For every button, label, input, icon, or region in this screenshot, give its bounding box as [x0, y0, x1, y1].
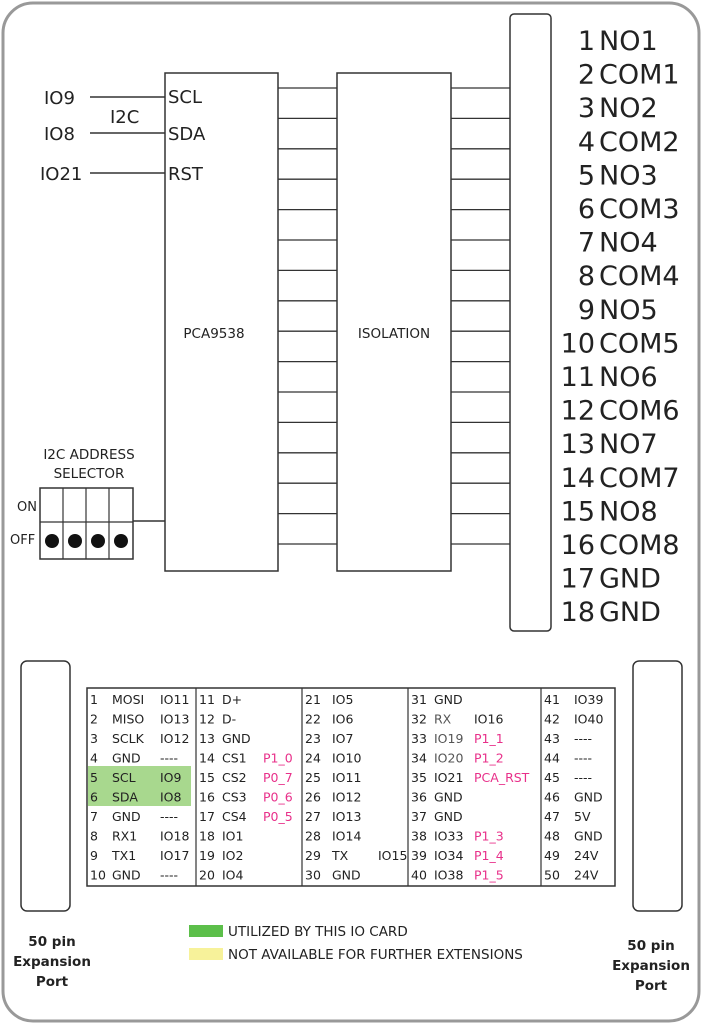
- pin-alt: P1_5: [474, 867, 504, 883]
- terminal-name: NO8: [599, 496, 658, 528]
- pin-number: 26: [305, 789, 321, 805]
- pin-name: IO14: [332, 828, 362, 844]
- pin-alt: IO15: [378, 848, 408, 863]
- terminal-number: 10: [560, 328, 595, 360]
- terminal-number: 8: [577, 261, 595, 293]
- io9-label: IO9: [44, 88, 75, 109]
- io8-label: IO8: [44, 124, 75, 145]
- utilized-legend-label: UTILIZED BY THIS IO CARD: [228, 924, 408, 940]
- pin-number: 11: [199, 692, 215, 707]
- pin-alt: P1_3: [474, 828, 504, 844]
- pin-number: 27: [305, 809, 321, 824]
- pin-alt: ----: [160, 809, 179, 824]
- pin-number: 50: [544, 867, 560, 883]
- pin-alt: ----: [160, 750, 179, 766]
- pin-name: IO11: [332, 770, 362, 785]
- pin-number: 30: [305, 867, 321, 883]
- pin-name: D-: [222, 711, 237, 727]
- terminal-name: COM6: [599, 395, 680, 427]
- pin-name: GND: [112, 809, 141, 824]
- terminal-number: 15: [560, 496, 595, 528]
- pin-number: 40: [411, 867, 427, 883]
- pin-name: CS4: [222, 809, 247, 824]
- pin-name: ----: [574, 770, 593, 785]
- pin-number: 49: [544, 848, 560, 863]
- terminal-name: NO6: [599, 362, 658, 393]
- scl-pin-label: SCL: [168, 87, 203, 108]
- pin-alt: IO13: [160, 711, 190, 727]
- selector-title-1: I2C ADDRESS: [43, 447, 135, 463]
- pin-number: 4: [90, 750, 98, 766]
- pin-number: 18: [199, 828, 215, 844]
- pin-name: IO39: [574, 692, 604, 707]
- pin-number: 2: [90, 711, 98, 727]
- io21-label: IO21: [40, 164, 83, 185]
- pin-name: IO19: [434, 731, 464, 746]
- isolation-label: ISOLATION: [357, 326, 431, 342]
- pin-name: IO21: [434, 770, 464, 785]
- pin-number: 5: [90, 770, 98, 785]
- pin-name: TX1: [112, 848, 137, 863]
- pin-alt: IO11: [160, 692, 190, 707]
- isolation-block: [337, 73, 451, 571]
- pin-number: 47: [544, 809, 560, 824]
- pin-name: GND: [332, 867, 361, 883]
- pin-name: GND: [434, 809, 463, 824]
- pca9538-chip: [165, 73, 278, 571]
- pin-number: 35: [411, 770, 427, 785]
- pin-number: 42: [544, 711, 560, 727]
- pin-number: 39: [411, 848, 427, 863]
- terminal-number: 18: [560, 597, 595, 629]
- left-port-line1: 50 pin: [28, 934, 76, 950]
- pin-name: IO1: [222, 828, 244, 844]
- on-label: ON: [17, 500, 37, 515]
- pin-name: GND: [434, 692, 463, 707]
- terminal-number: 6: [577, 194, 595, 225]
- pin-alt: IO17: [160, 848, 190, 863]
- pin-name: MISO: [112, 711, 145, 727]
- pin-name: SDA: [112, 789, 138, 805]
- pin-name: IO13: [332, 809, 362, 824]
- pin-name: IO34: [434, 848, 464, 863]
- pin-number: 13: [199, 731, 215, 746]
- utilized-swatch: [189, 925, 223, 937]
- pin-number: 45: [544, 770, 560, 785]
- terminal-number: 3: [577, 93, 595, 125]
- pin-number: 1: [90, 692, 98, 707]
- pin-number: 31: [411, 692, 427, 707]
- terminal-block: [510, 14, 551, 631]
- terminal-name: GND: [599, 597, 661, 629]
- pin-name: 24V: [574, 867, 599, 883]
- left-port-line2: Expansion: [13, 954, 91, 970]
- pin-number: 38: [411, 828, 427, 844]
- dip-switch-4[interactable]: [114, 534, 128, 548]
- pin-name: RX1: [112, 828, 138, 844]
- pin-alt: IO9: [160, 770, 182, 785]
- pin-name: RX: [434, 711, 452, 727]
- terminal-number: 13: [560, 429, 595, 461]
- terminal-number: 1: [577, 26, 595, 57]
- pin-number: 14: [199, 750, 215, 766]
- terminal-number: 5: [577, 160, 595, 192]
- pin-name: IO12: [332, 789, 362, 805]
- terminal-name: COM4: [599, 261, 680, 293]
- pin-number: 7: [90, 809, 98, 824]
- not-available-legend-label: NOT AVAILABLE FOR FURTHER EXTENSIONS: [228, 947, 523, 963]
- off-label: OFF: [10, 533, 36, 548]
- pin-name: IO40: [574, 711, 604, 727]
- pin-name: IO2: [222, 848, 244, 863]
- terminal-name: NO1: [599, 26, 658, 57]
- pin-name: GND: [574, 789, 603, 805]
- terminal-number: 16: [560, 530, 595, 561]
- terminal-name: COM1: [599, 59, 680, 91]
- sda-pin-label: SDA: [168, 124, 206, 145]
- pin-number: 3: [90, 731, 98, 746]
- pin-alt: P0_5: [263, 809, 293, 824]
- pin-number: 48: [544, 828, 560, 844]
- pin-alt: P1_2: [474, 750, 504, 766]
- pin-number: 19: [199, 848, 215, 863]
- pin-number: 22: [305, 711, 321, 727]
- terminal-name: NO2: [599, 93, 658, 125]
- pin-alt: ----: [160, 867, 179, 883]
- terminal-number: 14: [560, 462, 595, 494]
- pin-name: CS2: [222, 770, 247, 785]
- dip-switch-3[interactable]: [91, 534, 105, 548]
- pin-name: IO7: [332, 731, 354, 746]
- pin-number: 8: [90, 828, 98, 844]
- right-expansion-port: [633, 661, 682, 911]
- selector-title-2: SELECTOR: [53, 466, 125, 482]
- pin-name: GND: [434, 789, 463, 805]
- pin-name: IO20: [434, 750, 464, 766]
- pin-alt: P1_1: [474, 731, 504, 746]
- pin-name: IO10: [332, 750, 362, 766]
- left-port-line3: Port: [35, 974, 69, 990]
- pin-name: IO38: [434, 867, 464, 883]
- pin-number: 25: [305, 770, 321, 785]
- pca9538-label: PCA9538: [183, 326, 245, 342]
- pin-name: MOSI: [112, 692, 145, 707]
- terminal-name: COM3: [599, 194, 680, 225]
- pin-number: 41: [544, 692, 560, 707]
- pin-name: D+: [222, 692, 243, 707]
- pin-number: 20: [199, 867, 215, 883]
- pin-name: CS1: [222, 750, 247, 766]
- pin-alt: PCA_RST: [474, 770, 530, 785]
- pin-name: IO4: [222, 867, 244, 883]
- terminal-number: 11: [560, 362, 595, 393]
- pin-number: 24: [305, 750, 321, 766]
- right-port-line3: Port: [634, 978, 668, 994]
- pin-name: CS3: [222, 789, 247, 805]
- terminal-number: 4: [577, 126, 595, 158]
- pin-name: GND: [222, 731, 251, 746]
- pin-number: 9: [90, 848, 98, 863]
- terminal-name: GND: [599, 563, 661, 595]
- pin-alt: IO8: [160, 789, 182, 805]
- rst-pin-label: RST: [168, 164, 203, 185]
- pin-name: ----: [574, 750, 593, 766]
- pin-number: 12: [199, 711, 215, 727]
- pin-name: 5V: [574, 809, 591, 824]
- pin-name: IO33: [434, 828, 464, 844]
- pin-name: GND: [112, 750, 141, 766]
- pin-number: 15: [199, 770, 215, 785]
- pin-name: TX: [332, 848, 349, 863]
- right-port-line2: Expansion: [612, 958, 690, 974]
- terminal-number: 17: [560, 563, 595, 595]
- pin-name: 24V: [574, 848, 599, 863]
- terminal-name: NO3: [599, 160, 658, 192]
- i2c-label: I2C: [110, 107, 140, 128]
- pin-number: 43: [544, 731, 560, 746]
- terminal-name: COM2: [599, 126, 680, 158]
- pin-alt: IO16: [474, 711, 504, 727]
- terminal-name: COM8: [599, 530, 680, 561]
- terminal-number: 7: [577, 227, 595, 259]
- pin-number: 32: [411, 711, 427, 727]
- terminal-name: NO4: [599, 227, 658, 259]
- pin-alt: P1_0: [263, 750, 293, 766]
- pin-number: 37: [411, 809, 427, 824]
- pin-alt: P0_6: [263, 789, 293, 805]
- terminal-number: 9: [577, 294, 595, 326]
- pin-number: 44: [544, 750, 560, 766]
- pin-alt: P1_4: [474, 848, 504, 863]
- dip-switch-2[interactable]: [68, 534, 82, 548]
- pin-number: 10: [90, 867, 106, 883]
- pin-name: SCL: [112, 770, 136, 785]
- pin-name: IO5: [332, 692, 354, 707]
- pin-alt: IO12: [160, 731, 190, 746]
- pin-number: 34: [411, 750, 427, 766]
- left-expansion-port: [21, 661, 70, 911]
- pin-number: 16: [199, 789, 215, 805]
- pin-name: SCLK: [112, 731, 144, 746]
- pin-number: 33: [411, 731, 427, 746]
- pin-name: GND: [112, 867, 141, 883]
- pin-number: 46: [544, 789, 560, 805]
- pin-name: IO6: [332, 711, 354, 727]
- terminal-number: 2: [577, 59, 595, 91]
- pin-name: ----: [574, 731, 593, 746]
- pin-number: 36: [411, 789, 427, 805]
- pin-number: 28: [305, 828, 321, 844]
- pin-alt: IO18: [160, 828, 190, 844]
- terminal-name: COM5: [599, 328, 680, 360]
- pin-name: GND: [574, 828, 603, 844]
- terminal-name: COM7: [599, 462, 680, 494]
- terminal-name: NO7: [599, 429, 658, 461]
- pin-number: 23: [305, 731, 321, 746]
- not-available-swatch: [189, 948, 223, 960]
- pin-number: 21: [305, 692, 321, 707]
- pin-number: 29: [305, 848, 321, 863]
- right-port-line1: 50 pin: [627, 938, 675, 954]
- terminal-name: NO5: [599, 294, 658, 326]
- dip-switch-1[interactable]: [45, 534, 59, 548]
- pin-alt: P0_7: [263, 770, 293, 785]
- pin-number: 17: [199, 809, 215, 824]
- pin-number: 6: [90, 789, 98, 805]
- terminal-number: 12: [560, 395, 595, 427]
